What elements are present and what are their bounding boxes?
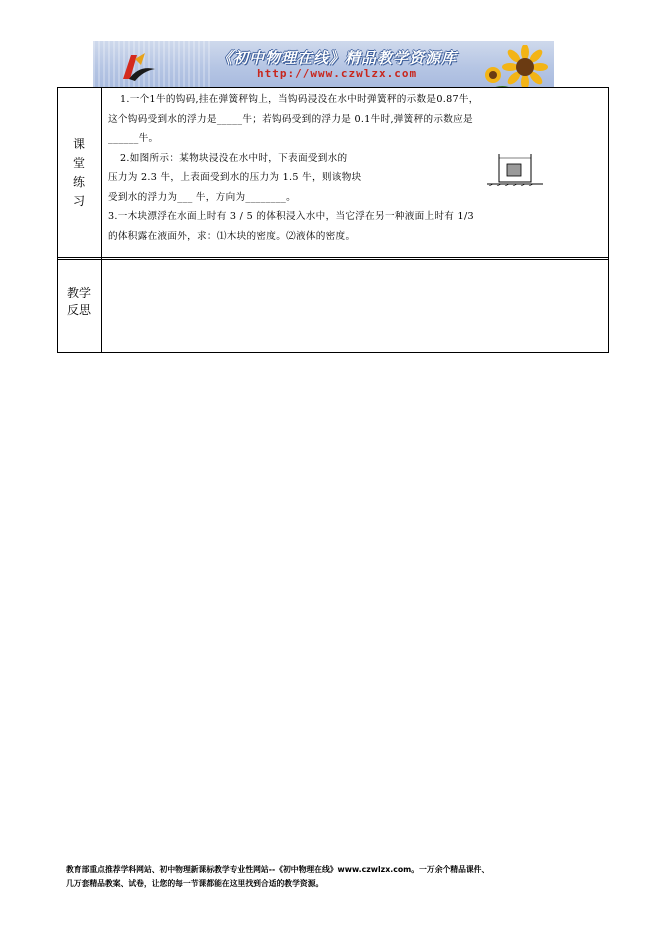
practice-label-char: 练 xyxy=(72,175,85,189)
question-1-line: 这个钩码受到水的浮力是_____牛；若钩码受到的浮力是 0.1牛时,弹簧秤的示数应是 xyxy=(108,113,473,125)
banner-url[interactable]: http://www.czwlzx.com xyxy=(257,67,418,80)
table-divider xyxy=(101,87,102,258)
question-1-line: ______牛。 xyxy=(108,133,159,144)
question-2-line: 受到水的浮力为___ 牛，方向为________。 xyxy=(108,191,297,203)
reflection-label xyxy=(59,285,99,319)
header-banner xyxy=(93,41,554,88)
practice-label-char: 课 xyxy=(72,137,85,151)
reflection-label-line: 反思 xyxy=(66,303,91,317)
footer-line: 教育部重点推荐学科网站、初中物理新课标教学专业性网站--《初中物理在线》www.czwlzx.com。一万余个精品课件、 xyxy=(66,865,490,874)
practice-label-char: 习 xyxy=(72,194,85,208)
reflection-label-line: 教学 xyxy=(66,286,91,300)
question-3-line: 3.一木块漂浮在水面上时有 3 / 5 的体积浸入水中，当它浮在另一种液面上时有 1/3 xyxy=(108,211,474,222)
table-divider xyxy=(101,257,102,352)
page-footer xyxy=(66,863,626,891)
practice-label xyxy=(59,135,99,211)
beaker-block-figure xyxy=(487,152,543,186)
question-2-line: 2.如图所示：某物块浸没在水中时，下表面受到水的 xyxy=(120,152,348,164)
practice-label-char: 堂 xyxy=(72,156,85,170)
banner-title: 《初中物理在线》精品教学资源库 xyxy=(217,49,458,67)
sunflower-icon xyxy=(485,45,553,88)
site-logo-icon xyxy=(115,49,159,83)
table-row-reflection xyxy=(57,257,609,353)
question-2-line: 压力为 2.3 牛，上表面受到水的压力为 1.5 牛，则该物块 xyxy=(108,172,362,183)
footer-line: 几万套精品教案、试卷，让您的每一节课都能在这里找到合适的教学资源。 xyxy=(66,879,324,888)
question-3-line: 的体积露在液面外，求：⑴木块的密度。⑵液体的密度。 xyxy=(108,230,356,242)
question-1-line: 1.一个1牛的钩码,挂在弹簧秤钩上，当钩码浸没在水中时弹簧秤的示数是0.87牛， xyxy=(120,94,479,105)
